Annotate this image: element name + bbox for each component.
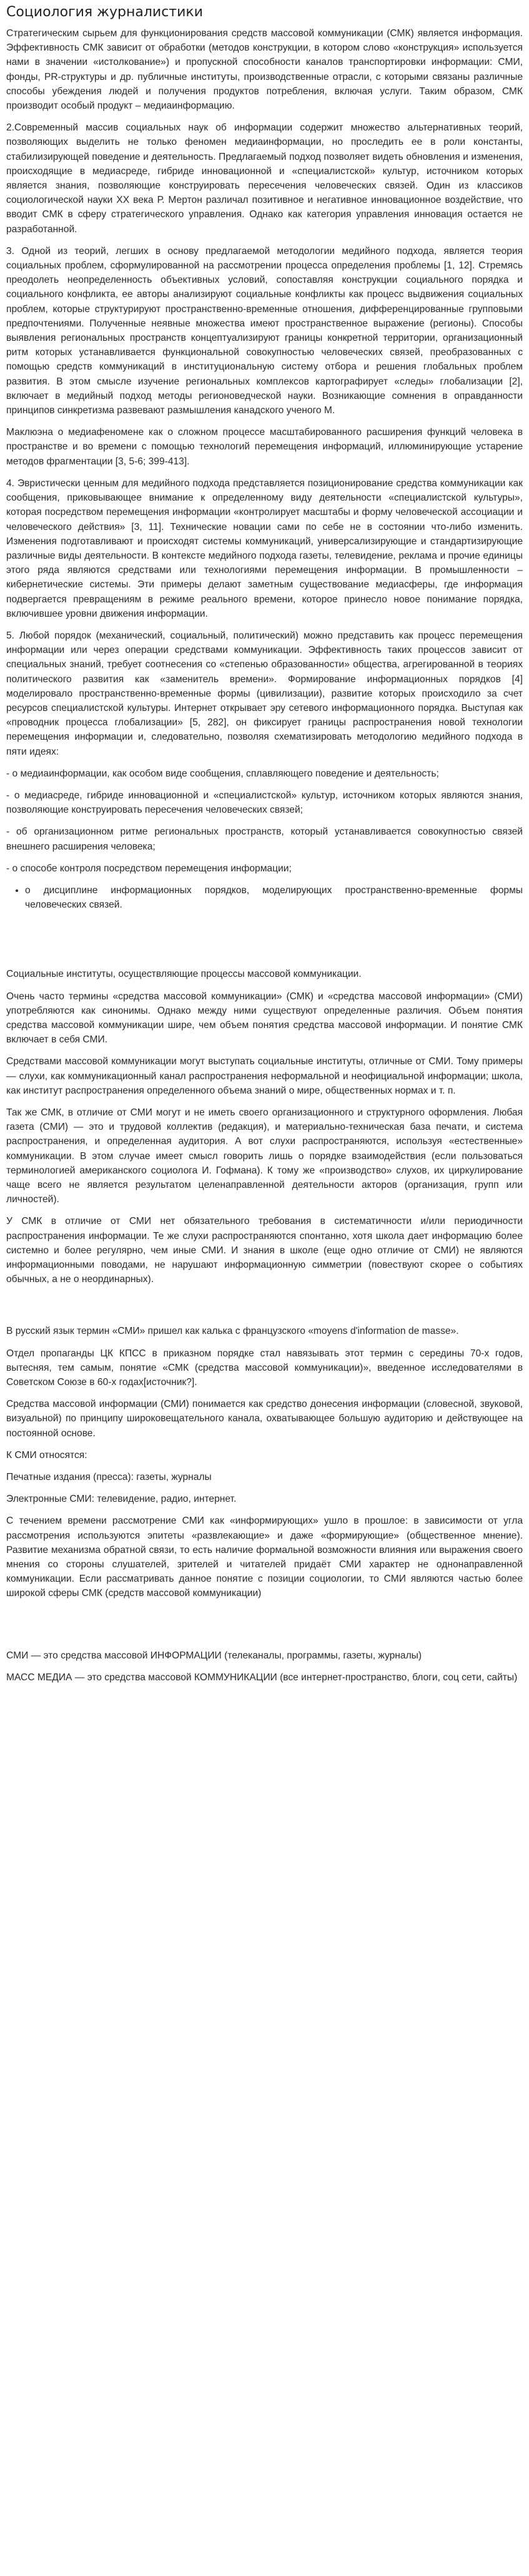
paragraph: 4. Эвристически ценным для медийного подхода представляется позиционирование средства коммуникации как сообщения, приковывающее внимание к определенному виду деятельности «специалистской культуры», которая посредством перемещения информации «контролирует масштабы и форму человеческой ассоциации и человеческого действия» [3, 11]. Технические новации сами по себе не в состоянии что-либо изменить. Изменения подготавливают и происходят системы коммуникаций, универсализирующие и стандартизирующие различные виды деятельности. В контексте медийного подхода газеты, телевидение, реклама и прочие единицы этого ряда являются средствами или технологиями перемещения информации. В промышленности – кибернетические системы. Эти примеры делают заметным существование медиасферы, где информация подвергается превращениям в режиме реального времени, которое принесло новое понимание порядка, включившее уровни движения информации. [6,477,523,619]
paragraph: Социальные институты, осуществляющие процессы массовой коммуникации. [6,969,362,980]
paragraph: Печатные издания (пресса): газеты, журналы [6,1472,212,1483]
paragraph: К СМИ относятся: [6,1449,87,1461]
paragraph: Средства массовой информации (СМИ) понимается как средство донесения информации (словесной, звуковой, визуальной) по принципу широковещательного канала, охватывающее большую аудиторию и действующее на постоянной основе. [6,1399,523,1439]
paragraph: Очень часто термины «средства массовой коммуникации» (СМК) и «средства массовой информации» (СМИ) употребляются как синонимы. Однако между ними существуют определенные различия. Объем понятия средства массовой коммуникации шире, чем объем понятия средства массовой информации. И понятие СМК включает в себя СМИ. [6,991,523,1046]
paragraph: МАСС МЕДИА — это средства массовой КОММУНИКАЦИИ (все интернет-пространство, блоги, соц сети, сайты) [6,1672,518,1683]
paragraph: Электронные СМИ: телевидение, радио, интернет. [6,1494,237,1505]
paragraph: - о медиаинформации, как особом виде сообщения, сплавляющего поведение и деятельность; [6,768,439,779]
paragraph: В русский язык термин «СМИ» пришел как калька с французского «moyens d'information de masse». [6,1326,459,1337]
paragraph: У СМК в отличие от СМИ нет обязательного требования в систематичности и/или периодичности распространения информации. Те же слухи распространяются спонтанно, хотя школа дает информацию более системно и более регулярно, чем иные СМИ. И знания в школе (еще одно отличие от СМИ) не являются информационными поводами, не нарушают информационную симметрии (повествуют скорее о событиях обычных, а не о неординарных). [6,1216,523,1285]
paragraph: СМИ — это средства массовой ИНФОРМАЦИИ (телеканалы, программы, газеты, журналы) [6,1650,422,1661]
paragraph: 3. Одной из теорий, легших в основу предлагаемой методологии медийного подхода, является теория социальных проблем, сформулированной на рассмотрении процесса определения проблемы [1, 12]. Стремясь преодолеть неопределенность объективных условий, сопоставляя конструкции социального порядка и социального конфликта, ее авторы анализируют социальные конфликты как процесс выдвижения социальных проблем, которые структурируют пространственно-временные отношения, дифференцированные групповыми предпочтениями. Полученные неявные множества имеют пространственное выражение (регионы). Способы выявления региональных пространств концептуализируют границы конкретной территории, организационный ритм которых устанавливается функциональной совокупностью человеческих связей, преобразованных с помощью средств коммуникаций в институциональную систему отбора и решения глобальных проблем развития. В этом смысле изучение региональных комплексов картографирует «следы» глобализации [2], включает в медийный подход методы регионоведческой науки. Возникающие сомнения в оправданности принципов синкретизма развевают размышления канадского ученого М. [6,245,523,416]
paragraph: Маклюэна о медиафеномене как о сложном процессе масштабированного расширения функций человека в пространстве и во времени с помощью технологий перемещения информаций, иллюминирующие устарение методов фрагментации [3, 5-6; 399-413]. [6,427,523,467]
paragraph: Стратегическим сырьем для функционирования средств массовой коммуникации (СМК) является информация. Эффективность СМК зависит от обработки (методов конструкции, в котором слово «конструкция» используется нами в значении «истолкование») и пропускной способности каналов транспортировки информации: СМИ, фонды, PR-структуры и др. публичные институты, производственные отрасли, с которыми связаны различные способы убеждения людей и получения продуктов потребления, включая услуги. Таким образом, СМК производит особый продукт – медиаинформацию. [6,28,523,112]
paragraph: - о медиасреде, гибриде инновационной и «специалистской» культур, источником которых являются знания, позволяющие конструировать пересечения человеческих связей; [6,790,523,816]
bullet-list [6,883,523,912]
paragraph: Отдел пропаганды ЦК КПСС в приказном порядке стал навязывать этот термин с середины 70-х годов, вытесняя, тем самым, понятие «СМК (средства массовой коммуникации)», введенное исследователями в Советском Союзе в 60-х годах[источник?]. [6,1348,523,1388]
spacer [6,1609,523,1648]
list-item: • о дисциплине информационных порядков, моделирующих пространственно-временные формы человеческих связей. [25,883,523,912]
paragraph: 2.Современный массив социальных наук об информации содержит множество альтернативных теорий, позволяющих выделить не только феномен медиаинформации, но проследить ее в роли константы, стабилизирующей поведение и деятельность. Предлагаемый подход позволяет видеть обновления и изменения, происходящие в медиасреде, гибриде инновационной и «специалистской» культур, источником которых является знания, позволяющие конструировать пересечения человеческих связей. Один из классиков социологической науки XX века Р. Мертон различал позитивное и негативное инновационное воздействие, что вводит СМК в сферу стратегического управления. Однако как категория управления инновация остается не разработанной. [6,122,523,235]
paragraph: С течением времени рассмотрение СМИ как «информирующих» ушло в прошлое: в зависимости от угла рассмотрения используются эпитеты «развлекающие» и даже «формирующие» (общественное мнение). Развитие механизма обратной связи, то есть наличие формальной возможности влияния или выражения своего мнения со стороны слушателей, зрителей и читателей придаёт СМИ характер не однонаправленной коммуникации. Если рассматривать данное понятие с позиции социологии, то СМИ являются частью более широкой сферы СМК (средств массовой коммуникации) [6,1516,523,1599]
page-title: Социология журналистики [6,4,203,20]
paragraph: Средствами массовой коммуникации могут выступать социальные институты, отличные от СМИ. Тому примеры — слухи, как коммуникационный канал распространения неформальной и неофициальной информации; школа, как институт распространения определенного объема знаний о мире, общественных нормах и т. п. [6,1056,523,1096]
paragraph: 5. Любой порядок (механический, социальный, политический) можно представить как процесс перемещения информации или через операции средствами коммуникации. Эффективность таких процессов зависит от специальных знаний, требует соотнесения со «степенью образованности» общества, агрегированной в теориях политического развития как «заменитель времени». Формирование информационных порядков [4] моделировало пространственно-временные формы (цивилизации), развитие которых происходило за счет ресурсов специалистской культуры. Интернет открывает эру сетевого информационного порядка. Выступая как «проводник процесса глобализации» [5, 282], он фиксирует границы распространения новой технологии перемещения информации и, следовательно, позволяя схематизировать методологию медийного подхода в пяти идеях: [6,630,523,757]
paragraph: - об организационном ритме региональных пространств, который устанавливается совокупностью связей внешнего расширения человека; [6,826,523,852]
paragraph: Так же СМК, в отличие от СМИ могут и не иметь своего организационного и структурного оформления. Любая газета (СМИ) — это и трудовой коллектив (редакция), и материально-техническая база печати, и система распространения, и определенная аудитория. А вот слухи распространяются, используя «естественные» коммуникации. В этом случае имеет смысл говорить лишь о порядке взаимодействия (если пользоваться терминологией американского социолога И. Гофмана). К тому же «производство» слухов, их циркулирование чаще всего не является результатом целенаправленной деятельности акторов (организация, групп или личностей). [6,1107,523,1205]
spacer [6,1294,523,1324]
paragraph: - о способе контроля посредством перемещения информации; [6,863,292,874]
spacer [6,919,523,967]
